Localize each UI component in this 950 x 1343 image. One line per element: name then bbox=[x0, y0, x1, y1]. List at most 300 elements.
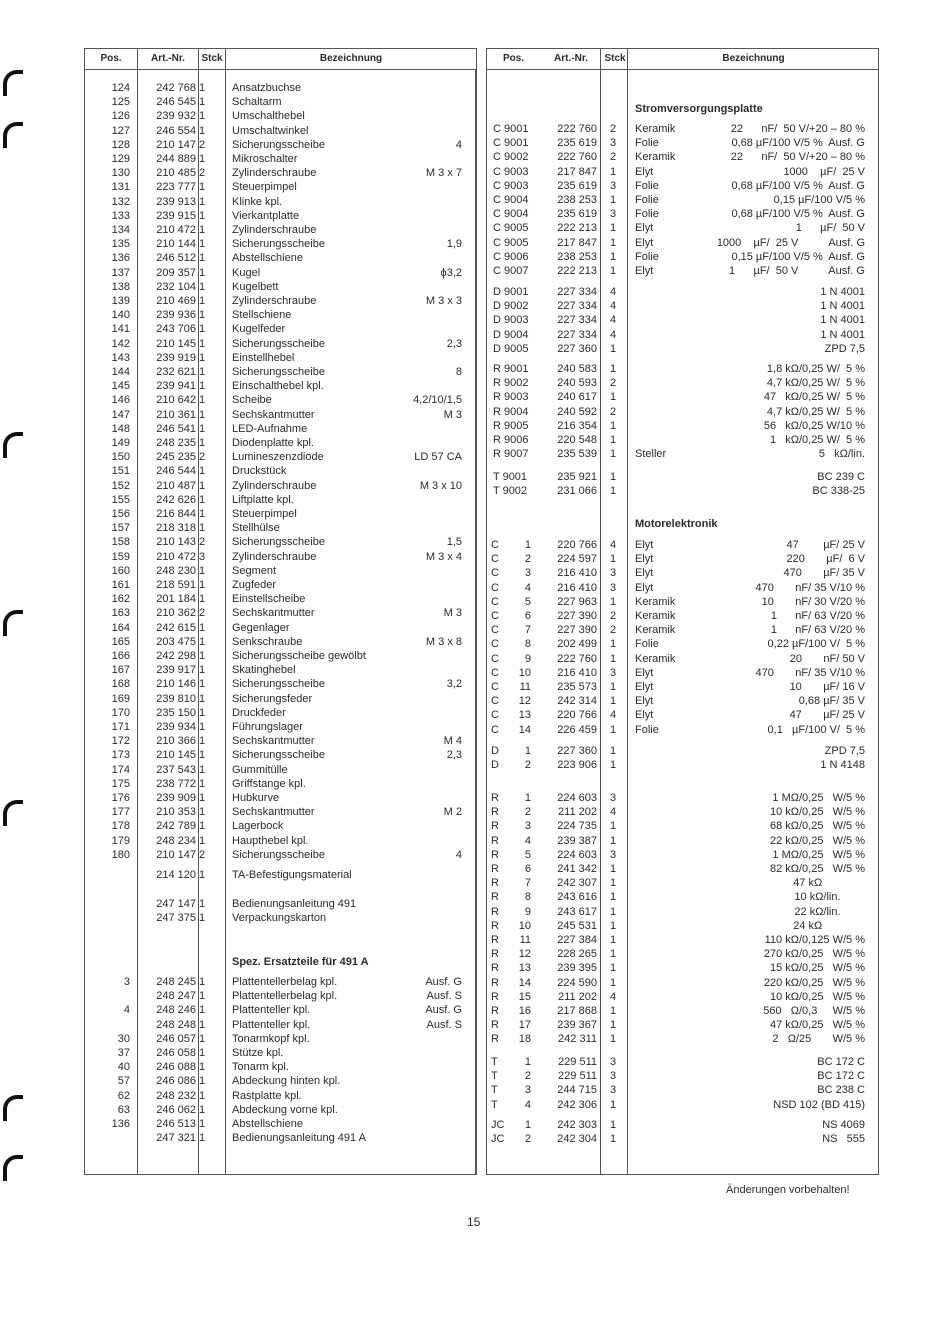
value-cell: 0,15 µF/100 V/5 % Ausf. G bbox=[731, 250, 865, 263]
pos-cell: D 9005 bbox=[493, 342, 529, 355]
art-nr-cell: 210 485 bbox=[156, 167, 196, 180]
description-cell: Steuerpimpel bbox=[232, 181, 297, 194]
art-nr-cell: 210 147 bbox=[156, 848, 196, 861]
type-cell: Keramik bbox=[635, 151, 676, 164]
stck-cell: 1 bbox=[199, 394, 206, 407]
pos-number-cell: 15 bbox=[518, 990, 531, 1003]
stck-cell: 4 bbox=[610, 286, 617, 298]
pos-letter-cell: C bbox=[491, 681, 499, 693]
pos-cell: 57 bbox=[117, 1075, 130, 1088]
description-cell: Umschaltwinkel bbox=[232, 124, 309, 137]
binder-hole-1 bbox=[3, 70, 23, 96]
pos-cell: 148 bbox=[111, 422, 130, 435]
value-cell: BC 172 C bbox=[817, 1056, 865, 1068]
stck-cell: 1 bbox=[199, 280, 206, 293]
value-cell: 1 nF/ 63 V/20 % bbox=[770, 624, 865, 637]
pos-cell: 176 bbox=[111, 792, 130, 804]
value-cell: 1 kΩ/0,25 W/ 5 % bbox=[769, 434, 865, 446]
value-cell: 4,7 kΩ/0,25 W/ 5 % bbox=[766, 377, 865, 390]
art-nr-cell: 227 360 bbox=[557, 745, 597, 757]
description-cell: Zylinderschraube bbox=[232, 550, 317, 563]
stck-cell: 1 bbox=[610, 391, 617, 404]
value-cell: 470 nF/ 35 V/10 % bbox=[755, 666, 865, 679]
spec-cell: Ausf. G bbox=[425, 976, 462, 988]
stck-cell: 3 bbox=[610, 1056, 617, 1068]
pos-cell: C 9001 bbox=[493, 137, 529, 150]
value-cell: ZPD 7,5 bbox=[824, 342, 865, 355]
art-nr-cell: 220 766 bbox=[557, 539, 597, 551]
pos-cell: 177 bbox=[111, 806, 130, 819]
type-cell: Folie bbox=[635, 179, 659, 192]
art-nr-cell: 229 511 bbox=[558, 1070, 597, 1083]
art-nr-cell: 242 789 bbox=[156, 820, 196, 833]
value-cell: 10 kΩ/lin. bbox=[794, 891, 865, 904]
pos-letter-cell: C bbox=[491, 539, 499, 551]
value-cell: BC 239 C bbox=[817, 471, 865, 483]
stck-cell: 1 bbox=[199, 522, 206, 535]
art-nr-cell: 240 592 bbox=[557, 405, 597, 418]
stck-cell: 1 bbox=[199, 366, 206, 378]
stck-cell: 1 bbox=[610, 434, 617, 446]
stck-cell: 1 bbox=[610, 681, 617, 693]
type-cell: Elyt bbox=[635, 666, 654, 679]
pos-cell: R 9005 bbox=[493, 419, 529, 432]
stck-cell: 1 bbox=[199, 309, 206, 322]
stck-cell: 1 bbox=[610, 962, 617, 975]
description-cell: Sicherungsscheibe bbox=[232, 678, 325, 691]
pos-letter-cell: R bbox=[491, 820, 499, 833]
stck-cell: 1 bbox=[610, 820, 617, 833]
pos-cell: 172 bbox=[111, 735, 130, 748]
pos-letter-cell: JC bbox=[491, 1133, 505, 1146]
type-cell: Elyt bbox=[635, 265, 654, 277]
right-parts-table bbox=[486, 48, 879, 1175]
stck-cell: 1 bbox=[610, 363, 617, 375]
stck-cell: 1 bbox=[199, 721, 206, 733]
pos-cell: 146 bbox=[111, 394, 130, 407]
stck-cell: 1 bbox=[610, 595, 617, 608]
section-title-stromversorgung: Stromversorgungsplatte bbox=[635, 103, 763, 115]
left-parts-table bbox=[84, 48, 477, 1175]
stck-cell: 1 bbox=[610, 745, 617, 757]
stck-cell: 1 bbox=[610, 834, 617, 847]
stck-cell: 1 bbox=[199, 650, 206, 662]
stck-cell: 1 bbox=[199, 735, 206, 748]
pos-number-cell: 2 bbox=[524, 553, 531, 566]
footer-note: Änderungen vorbehalten! bbox=[726, 1184, 850, 1196]
art-nr-cell: 238 772 bbox=[156, 777, 196, 790]
spec-cell: 4 bbox=[455, 138, 462, 151]
art-nr-cell: 224 603 bbox=[557, 792, 597, 804]
art-nr-cell: 227 334 bbox=[557, 300, 597, 313]
art-nr-cell: 227 334 bbox=[557, 314, 597, 327]
pos-letter-cell: C bbox=[491, 624, 499, 637]
pos-letter-cell: C bbox=[491, 666, 499, 679]
pos-letter-cell: T bbox=[491, 1070, 498, 1083]
stck-cell: 3 bbox=[610, 792, 617, 804]
pos-letter-cell: C bbox=[491, 638, 499, 651]
pos-cell: C 9007 bbox=[493, 265, 529, 277]
stck-cell: 1 bbox=[199, 82, 206, 94]
pos-cell: 159 bbox=[111, 550, 130, 563]
pos-cell: 143 bbox=[111, 351, 130, 364]
binder-hole-5 bbox=[3, 800, 23, 826]
stck-cell: 1 bbox=[610, 265, 617, 277]
type-cell: Folie bbox=[635, 194, 659, 206]
art-nr-cell: 202 499 bbox=[557, 638, 597, 651]
art-nr-cell: 239 934 bbox=[156, 721, 196, 733]
stck-cell: 1 bbox=[199, 1061, 206, 1074]
description-cell: Umschalthebel bbox=[232, 110, 305, 123]
art-nr-cell: 227 963 bbox=[557, 595, 597, 608]
art-nr-cell: 241 342 bbox=[557, 863, 597, 875]
pos-letter-cell: R bbox=[491, 877, 499, 890]
pos-cell: 169 bbox=[111, 692, 130, 705]
pos-letter-cell: D bbox=[491, 745, 499, 757]
pos-number-cell: 7 bbox=[524, 624, 531, 637]
art-nr-cell: 224 597 bbox=[557, 553, 597, 566]
value-cell: 47 µF/ 25 V bbox=[786, 539, 865, 551]
pos-number-cell: 2 bbox=[524, 1070, 531, 1083]
stck-cell: 1 bbox=[610, 652, 617, 665]
value-cell: 110 kΩ/0,125 W/5 % bbox=[764, 934, 865, 946]
pos-cell: 160 bbox=[111, 564, 130, 577]
art-nr-cell: 216 410 bbox=[557, 567, 597, 580]
art-nr-cell: 231 066 bbox=[557, 485, 597, 498]
description-cell: Kugelbett bbox=[232, 280, 279, 293]
stck-cell: 1 bbox=[610, 723, 617, 736]
art-nr-cell: 248 247 bbox=[156, 990, 196, 1003]
art-nr-cell: 227 334 bbox=[557, 328, 597, 341]
pos-letter-cell: R bbox=[491, 806, 499, 819]
art-nr-cell: 210 147 bbox=[156, 138, 196, 151]
description-cell: Sechskantmutter bbox=[232, 735, 315, 748]
description-cell: Kugelfeder bbox=[232, 323, 286, 336]
art-nr-cell: 226 459 bbox=[557, 723, 597, 736]
value-cell: 22 nF/ 50 V/+20 – 80 % bbox=[730, 151, 865, 164]
description-cell: Plattenteller kpl. bbox=[232, 1018, 311, 1031]
spec-cell: Ausf. S bbox=[426, 990, 462, 1003]
art-nr-cell: 239 395 bbox=[557, 962, 597, 975]
pos-cell: 150 bbox=[111, 451, 130, 464]
art-nr-cell: 238 253 bbox=[557, 250, 597, 263]
art-nr-cell: 216 410 bbox=[557, 581, 597, 594]
art-nr-cell: 246 545 bbox=[156, 96, 196, 109]
description-cell: Sechskantmutter bbox=[232, 806, 315, 819]
value-cell: 270 kΩ/0,25 W/5 % bbox=[763, 948, 865, 961]
stck-cell: 1 bbox=[199, 898, 206, 910]
pos-cell: 175 bbox=[111, 777, 130, 790]
value-cell: 470 µF/ 35 V bbox=[783, 567, 865, 580]
description-cell: Druckstück bbox=[232, 465, 287, 478]
pos-cell: C 9003 bbox=[493, 179, 529, 192]
stck-cell: 1 bbox=[199, 238, 206, 251]
binder-hole-4 bbox=[3, 610, 23, 636]
spec-cell: M 3 x 10 bbox=[419, 479, 462, 492]
description-cell: Sicherungsscheibe bbox=[232, 536, 325, 549]
stck-cell: 1 bbox=[199, 664, 206, 677]
value-cell: 1 µF/ 50 V bbox=[795, 222, 865, 235]
art-nr-cell: 239 936 bbox=[156, 309, 196, 322]
art-nr-cell: 246 513 bbox=[156, 1118, 196, 1130]
stck-cell: 1 bbox=[199, 96, 206, 109]
art-nr-cell: 211 202 bbox=[558, 806, 597, 819]
art-nr-cell: 218 318 bbox=[156, 522, 196, 535]
description-cell: Sechskantmutter bbox=[232, 607, 315, 620]
stck-cell: 1 bbox=[610, 948, 617, 961]
pos-cell: R 9007 bbox=[493, 448, 529, 461]
pos-cell: D 9004 bbox=[493, 328, 529, 341]
value-cell: 0,68 µF/100 V/5 % Ausf. G bbox=[731, 208, 865, 221]
description-cell: Abdeckung vorne kpl. bbox=[232, 1103, 338, 1116]
stck-cell: 1 bbox=[199, 990, 206, 1003]
description-cell: Einstellhebel bbox=[232, 351, 295, 364]
value-cell: BC 238 C bbox=[817, 1084, 865, 1097]
stck-cell: 1 bbox=[199, 869, 206, 881]
description-cell: Gummitülle bbox=[232, 763, 288, 776]
value-cell: 47 µF/ 25 V bbox=[789, 709, 865, 722]
stck-cell: 1 bbox=[199, 1018, 206, 1031]
stck-cell: 1 bbox=[199, 1118, 206, 1130]
stck-cell: 1 bbox=[199, 323, 206, 336]
stck-cell: 1 bbox=[199, 153, 206, 165]
art-nr-cell: 232 104 bbox=[156, 280, 196, 293]
spec-cell: M 4 bbox=[443, 735, 462, 748]
pos-cell: 144 bbox=[111, 366, 130, 378]
pos-number-cell: 13 bbox=[518, 962, 531, 975]
stck-cell: 1 bbox=[199, 479, 206, 492]
art-nr-cell: 245 235 bbox=[156, 451, 196, 464]
stck-cell: 4 bbox=[610, 709, 617, 722]
art-nr-cell: 224 590 bbox=[557, 976, 597, 989]
art-nr-cell: 246 057 bbox=[156, 1032, 196, 1045]
pos-cell: R 9001 bbox=[493, 363, 529, 375]
stck-cell: 1 bbox=[199, 380, 206, 393]
pos-letter-cell: R bbox=[491, 962, 499, 975]
type-cell: Elyt bbox=[635, 553, 654, 566]
type-cell: Folie bbox=[635, 137, 659, 150]
value-cell: 560 Ω/0,3 W/5 % bbox=[763, 1005, 865, 1017]
pos-cell: 133 bbox=[111, 209, 130, 222]
art-nr-cell: 210 353 bbox=[156, 806, 196, 819]
pos-letter-cell: R bbox=[491, 948, 499, 961]
art-nr-cell: 227 390 bbox=[557, 624, 597, 637]
stck-cell: 1 bbox=[199, 422, 206, 435]
art-nr-cell: 238 253 bbox=[557, 194, 597, 206]
value-cell: 47 kΩ/0,25 W/ 5 % bbox=[763, 391, 865, 404]
stck-cell: 1 bbox=[610, 934, 617, 946]
pos-letter-cell: C bbox=[491, 652, 499, 665]
art-nr-cell: 248 232 bbox=[156, 1089, 196, 1102]
art-nr-cell: 210 146 bbox=[156, 678, 196, 691]
stck-cell: 4 bbox=[610, 539, 617, 551]
art-nr-cell: 235 921 bbox=[557, 471, 597, 483]
pos-letter-cell: R bbox=[491, 1033, 499, 1046]
art-nr-cell: 239 917 bbox=[156, 664, 196, 677]
pos-cell: 161 bbox=[111, 579, 130, 591]
description-cell: Klinke kpl. bbox=[232, 195, 283, 208]
pos-cell: 170 bbox=[111, 706, 130, 719]
right-divider-2 bbox=[627, 49, 628, 1174]
pos-letter-cell: R bbox=[491, 792, 499, 804]
stck-cell: 1 bbox=[610, 342, 617, 355]
pos-number-cell: 13 bbox=[518, 709, 531, 722]
description-cell: Sicherungsscheibe bbox=[232, 749, 325, 762]
description-cell: Sicherungsscheibe bbox=[232, 848, 325, 861]
pos-cell: 157 bbox=[111, 522, 130, 535]
stck-cell: 1 bbox=[610, 485, 617, 498]
pos-letter-cell: R bbox=[491, 934, 499, 946]
pos-number-cell: 10 bbox=[518, 919, 531, 932]
stck-cell: 1 bbox=[610, 419, 617, 432]
stck-cell: 1 bbox=[610, 1133, 617, 1146]
art-nr-cell: 247 147 bbox=[156, 898, 196, 910]
pos-number-cell: 2 bbox=[524, 806, 531, 819]
left-table-header bbox=[85, 49, 476, 70]
art-nr-cell: 217 847 bbox=[557, 165, 597, 178]
art-nr-cell: 242 314 bbox=[557, 695, 597, 708]
stck-cell: 1 bbox=[199, 493, 206, 506]
pos-cell: 3 bbox=[123, 976, 130, 988]
pos-letter-cell: R bbox=[491, 848, 499, 861]
art-nr-cell: 242 306 bbox=[557, 1098, 597, 1111]
value-cell: 1 N 4001 bbox=[820, 286, 865, 298]
art-nr-cell: 216 354 bbox=[557, 419, 597, 432]
stck-cell: 1 bbox=[199, 408, 206, 421]
spec-cell: 2,3 bbox=[446, 749, 462, 762]
description-cell: TA-Befestigungsmaterial bbox=[232, 869, 352, 881]
pos-number-cell: 1 bbox=[524, 745, 531, 757]
art-nr-cell: 235 619 bbox=[557, 137, 597, 150]
art-nr-cell: 242 768 bbox=[156, 82, 196, 94]
art-nr-cell: 210 145 bbox=[156, 749, 196, 762]
value-cell: BC 172 C bbox=[817, 1070, 865, 1083]
art-nr-cell: 224 603 bbox=[557, 848, 597, 861]
pos-number-cell: 9 bbox=[524, 905, 531, 918]
art-nr-cell: 227 390 bbox=[557, 610, 597, 622]
spez-section-title: Spez. Ersatzteile für 491 A bbox=[232, 956, 369, 968]
description-cell: Griffstange kpl. bbox=[232, 777, 306, 790]
stck-cell: 1 bbox=[199, 1004, 206, 1017]
art-nr-cell: 222 213 bbox=[557, 265, 597, 277]
description-cell: Kugel bbox=[232, 266, 261, 279]
pos-cell: C 9004 bbox=[493, 208, 529, 221]
art-nr-cell: 240 593 bbox=[557, 377, 597, 390]
pos-cell: 139 bbox=[111, 295, 130, 307]
type-cell: Elyt bbox=[635, 222, 654, 235]
art-nr-cell: 228 265 bbox=[557, 948, 597, 961]
stck-cell: 4 bbox=[610, 300, 617, 313]
pos-number-cell: 2 bbox=[524, 1133, 531, 1146]
stck-cell: 3 bbox=[610, 848, 617, 861]
art-nr-cell: 239 367 bbox=[557, 1019, 597, 1032]
description-cell: Zylinderschraube bbox=[232, 479, 317, 492]
left-divider-1 bbox=[137, 49, 138, 1174]
pos-letter-cell: C bbox=[491, 695, 499, 708]
stck-cell: 2 bbox=[610, 377, 617, 390]
pos-cell: 129 bbox=[111, 153, 130, 165]
value-cell: 10 nF/ 30 V/20 % bbox=[761, 595, 865, 608]
value-cell: 5 kΩ/lin. bbox=[818, 448, 865, 461]
binder-hole-2 bbox=[3, 122, 23, 148]
art-nr-cell: 235 539 bbox=[557, 448, 597, 461]
pos-letter-cell: C bbox=[491, 553, 499, 566]
art-nr-cell: 235 619 bbox=[557, 179, 597, 192]
stck-cell: 1 bbox=[199, 337, 206, 350]
art-nr-cell: 242 307 bbox=[557, 877, 597, 890]
type-cell: Elyt bbox=[635, 539, 654, 551]
stck-cell: 1 bbox=[610, 1119, 617, 1131]
spec-cell: M 3 x 4 bbox=[425, 550, 462, 563]
value-cell: 1 N 4001 bbox=[820, 314, 865, 327]
stck-cell: 3 bbox=[610, 208, 617, 221]
value-cell: 1 MΩ/0,25 W/5 % bbox=[772, 848, 865, 861]
art-nr-cell: 210 469 bbox=[156, 295, 196, 307]
stck-cell: 1 bbox=[610, 1098, 617, 1111]
art-nr-cell: 246 512 bbox=[156, 252, 196, 265]
pos-cell: 132 bbox=[111, 195, 130, 208]
pos-cell: 164 bbox=[111, 621, 130, 634]
value-cell: 15 kΩ/0,25 W/5 % bbox=[769, 962, 865, 975]
description-cell: Einschalthebel kpl. bbox=[232, 380, 324, 393]
value-cell: 1 µF/ 50 V Ausf. G bbox=[729, 265, 865, 277]
pos-number-cell: 14 bbox=[518, 723, 531, 736]
stck-cell: 3 bbox=[610, 581, 617, 594]
value-cell: 470 nF/ 35 V/10 % bbox=[755, 581, 865, 594]
value-cell: 22 kΩ/0,25 W/5 % bbox=[769, 834, 865, 847]
description-cell: Mikroschalter bbox=[232, 153, 298, 165]
pos-cell: 134 bbox=[111, 224, 130, 236]
description-cell: Senkschraube bbox=[232, 635, 303, 648]
value-cell: 47 kΩ bbox=[793, 877, 865, 890]
art-nr-cell: 229 511 bbox=[558, 1056, 597, 1068]
pos-letter-cell: R bbox=[491, 1005, 499, 1017]
pos-letter-cell: T bbox=[491, 1056, 498, 1068]
description-cell: Sechskantmutter bbox=[232, 408, 315, 421]
value-cell: 10 kΩ/0,25 W/5 % bbox=[769, 806, 865, 819]
stck-cell: 1 bbox=[199, 792, 206, 804]
stck-cell: 1 bbox=[610, 638, 617, 651]
art-nr-cell: 248 245 bbox=[156, 976, 196, 988]
art-nr-cell: 210 472 bbox=[156, 224, 196, 236]
stck-cell: 1 bbox=[199, 834, 206, 847]
description-cell: Sicherungsscheibe gewölbt bbox=[232, 650, 366, 662]
spec-cell: M 3 x 3 bbox=[425, 295, 462, 307]
spec-cell: 4 bbox=[455, 848, 462, 861]
stck-cell: 2 bbox=[199, 138, 206, 151]
art-nr-cell: 210 361 bbox=[156, 408, 196, 421]
art-nr-cell: 210 487 bbox=[156, 479, 196, 492]
stck-cell: 1 bbox=[199, 621, 206, 634]
pos-number-cell: 5 bbox=[524, 848, 531, 861]
description-cell: Sicherungsscheibe bbox=[232, 238, 325, 251]
art-nr-cell: 243 616 bbox=[557, 891, 597, 904]
stck-cell: 1 bbox=[199, 1132, 206, 1145]
description-cell: Sicherungsscheibe bbox=[232, 366, 325, 378]
pos-number-cell: 4 bbox=[524, 581, 531, 594]
right-divider-1 bbox=[600, 49, 601, 1174]
pos-number-cell: 10 bbox=[518, 666, 531, 679]
pos-number-cell: 3 bbox=[524, 820, 531, 833]
stck-cell: 1 bbox=[199, 1075, 206, 1088]
value-cell: 82 kΩ/0,25 W/5 % bbox=[769, 863, 865, 875]
stck-cell: 1 bbox=[199, 252, 206, 265]
art-nr-cell: 247 321 bbox=[156, 1132, 196, 1145]
art-nr-cell: 227 334 bbox=[557, 286, 597, 298]
description-cell: Lagerbock bbox=[232, 820, 284, 833]
pos-number-cell: 12 bbox=[518, 948, 531, 961]
pos-cell: 135 bbox=[111, 238, 130, 251]
